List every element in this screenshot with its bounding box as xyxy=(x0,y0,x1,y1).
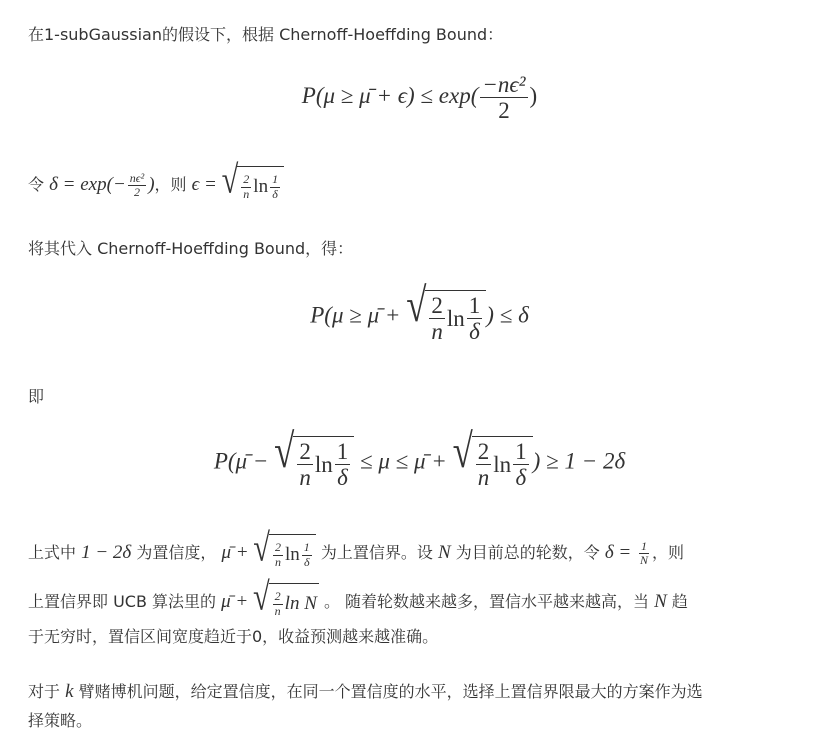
math: δ = exp(− xyxy=(49,173,126,195)
text: 为目前总的轮数，令 xyxy=(450,542,605,562)
frac-num: 2 xyxy=(431,293,443,318)
text: 上式中 xyxy=(28,542,82,562)
frac-num: 1 xyxy=(303,540,310,555)
text: ，则 xyxy=(154,174,192,194)
frac-num: 1 xyxy=(272,172,279,187)
equation-bound xyxy=(0,277,839,345)
paragraph-confidence xyxy=(28,525,685,573)
paragraph-substitute: 将其代入 Chernoff-Hoeffding Bound，得： xyxy=(28,239,354,258)
frac-num: 2 xyxy=(243,172,250,187)
frac-num: −nϵ² xyxy=(482,72,526,97)
frac-num: 1 xyxy=(336,439,349,464)
sqrt: √ $\frac{2}{n}$ ln N xyxy=(253,583,319,622)
ln: ln xyxy=(284,544,300,565)
frac-den: δ xyxy=(469,319,480,345)
sqrt: √ $\frac{2}{n}$ ln $\frac{1}{\delta}$ xyxy=(274,436,354,491)
text: 臂赌博机问题，给定置信度，在同一个置信度的水平，选择上置信界限最大的方案作为选 xyxy=(73,682,703,701)
math: ) xyxy=(148,173,155,195)
paragraph-infinity: 于无穷时，置信区间宽度趋近于0，收益预测越来越准确。 xyxy=(28,627,439,646)
frac-den: δ xyxy=(303,554,310,569)
eq-lhs: P(μ ≥ μ̄ + xyxy=(310,302,407,328)
frac-num: 1 xyxy=(640,538,647,553)
text: 。 随着轮数越来越多，置信水平越来越高，当 xyxy=(318,591,655,611)
sqrt: √ $\frac{2}{n}$ ln $\frac{1}{\delta}$ xyxy=(406,290,486,345)
frac-num: 2 xyxy=(274,540,281,555)
math: N xyxy=(437,541,451,563)
text: 为上置信界。设 xyxy=(315,542,438,562)
text: 对于 xyxy=(28,682,66,701)
frac-den: N xyxy=(639,553,648,567)
frac-num: 2 xyxy=(274,589,281,604)
frac-den: n xyxy=(274,603,281,618)
paragraph-ie: 即 xyxy=(28,387,45,406)
eq-rhs: ) ≤ δ xyxy=(486,302,529,328)
equation-interval xyxy=(0,423,839,491)
ln: ln N xyxy=(284,593,317,614)
eq-part: P(μ̄ − xyxy=(213,448,275,474)
text: ，则 xyxy=(652,542,685,562)
frac-num: 1 xyxy=(468,293,481,318)
ln: ln xyxy=(253,176,269,197)
paragraph-strategy: 择策略。 xyxy=(28,711,93,730)
frac-den: 2 xyxy=(498,98,510,124)
sqrt: √ $\frac{2}{n}$ ln $\frac{1}{\delta}$ xyxy=(253,534,315,573)
text: 趋 xyxy=(666,591,688,611)
frac-den: n xyxy=(274,554,281,569)
eq-part: ≤ μ ≤ μ̄ + xyxy=(354,448,453,474)
paragraph-bandit xyxy=(28,674,703,710)
frac-den: δ xyxy=(515,465,527,491)
math: ϵ = xyxy=(191,173,222,195)
ln: ln xyxy=(314,451,333,477)
math: μ̄ + xyxy=(221,590,253,612)
frac-den: n xyxy=(243,186,250,201)
math: N xyxy=(654,590,667,612)
sqrt: √ $\frac{2}{n}$ ln $\frac{1}{\delta}$ xyxy=(222,166,284,205)
ln: ln xyxy=(493,451,512,477)
frac-den: δ xyxy=(272,186,278,201)
math: δ = xyxy=(604,541,636,563)
eq-rhs: ) xyxy=(529,83,538,109)
math: μ̄ + xyxy=(221,541,254,563)
frac-num: 1 xyxy=(515,439,527,464)
frac-num: nϵ² xyxy=(129,170,145,185)
frac-num: 2 xyxy=(299,439,311,464)
frac-den: δ xyxy=(337,465,348,491)
text: 上置信界即 UCB 算法里的 xyxy=(28,591,222,611)
frac-num: 2 xyxy=(477,439,490,464)
text: 令 xyxy=(28,174,50,194)
ln: ln xyxy=(446,305,465,331)
eq-part: ) ≥ 1 − 2δ xyxy=(532,448,626,474)
paragraph-intro: 在1-subGaussian的假设下，根据 Chernoff-Hoeffding Bound： xyxy=(28,25,504,44)
paragraph-let-delta xyxy=(28,157,284,205)
eq-lhs: P(μ ≥ μ̄ + ϵ) ≤ exp( xyxy=(301,83,479,109)
frac-den: n xyxy=(299,465,311,491)
frac-den: n xyxy=(431,319,443,345)
frac-den: 2 xyxy=(133,185,140,199)
paragraph-ucb xyxy=(28,574,688,622)
sqrt: √ $\frac{2}{n}$ ln $\frac{1}{\delta}$ xyxy=(453,436,533,491)
frac-den: n xyxy=(477,465,490,491)
math: 1 − 2δ xyxy=(81,541,132,563)
equation-chernoff xyxy=(0,72,839,124)
text: 为置信度， xyxy=(131,542,222,562)
math: k xyxy=(65,681,74,702)
